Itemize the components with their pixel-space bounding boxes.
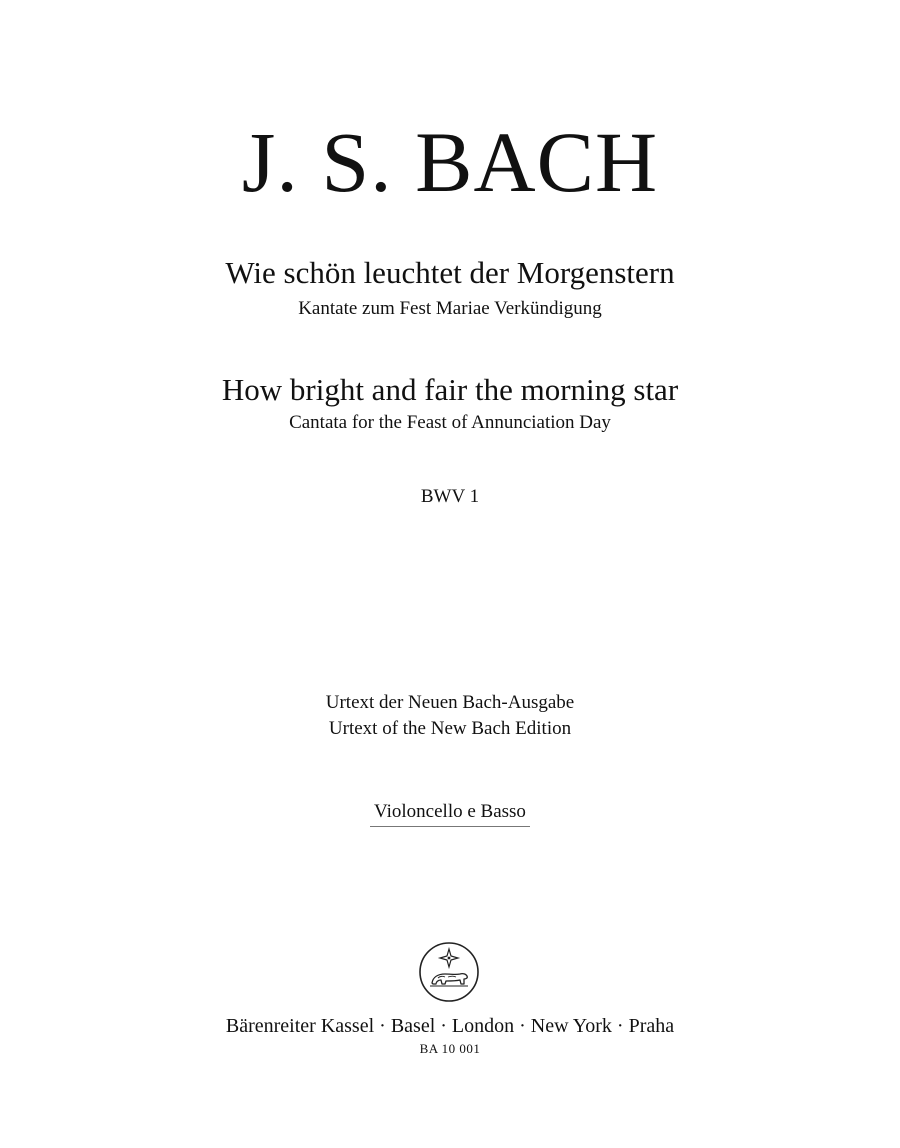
part-label: Violoncello e Basso (370, 799, 530, 827)
work-title-german: Wie schön leuchtet der Morgenstern (225, 255, 675, 290)
catalog-number: BWV 1 (420, 486, 480, 507)
work-subtitle-german: Kantate zum Fest Mariae Verkündigung (298, 298, 602, 319)
work-subtitle-english: Cantata for the Feast of Annunciation Day (289, 412, 611, 433)
urtext-note-english: Urtext of the New Bach Edition (328, 718, 572, 739)
work-title-english: How bright and fair the morning star (221, 372, 679, 407)
baerenreiter-bear-star-logo-icon (418, 941, 480, 1003)
composer-name: J. S. BACH (241, 114, 659, 210)
urtext-note-german: Urtext der Neuen Bach-Ausgabe (325, 692, 575, 713)
order-number: BA 10 001 (419, 1041, 481, 1056)
publisher-cities: Bärenreiter Kassel · Basel · London · New York · Praha (225, 1015, 675, 1037)
part-designation (0, 799, 900, 827)
